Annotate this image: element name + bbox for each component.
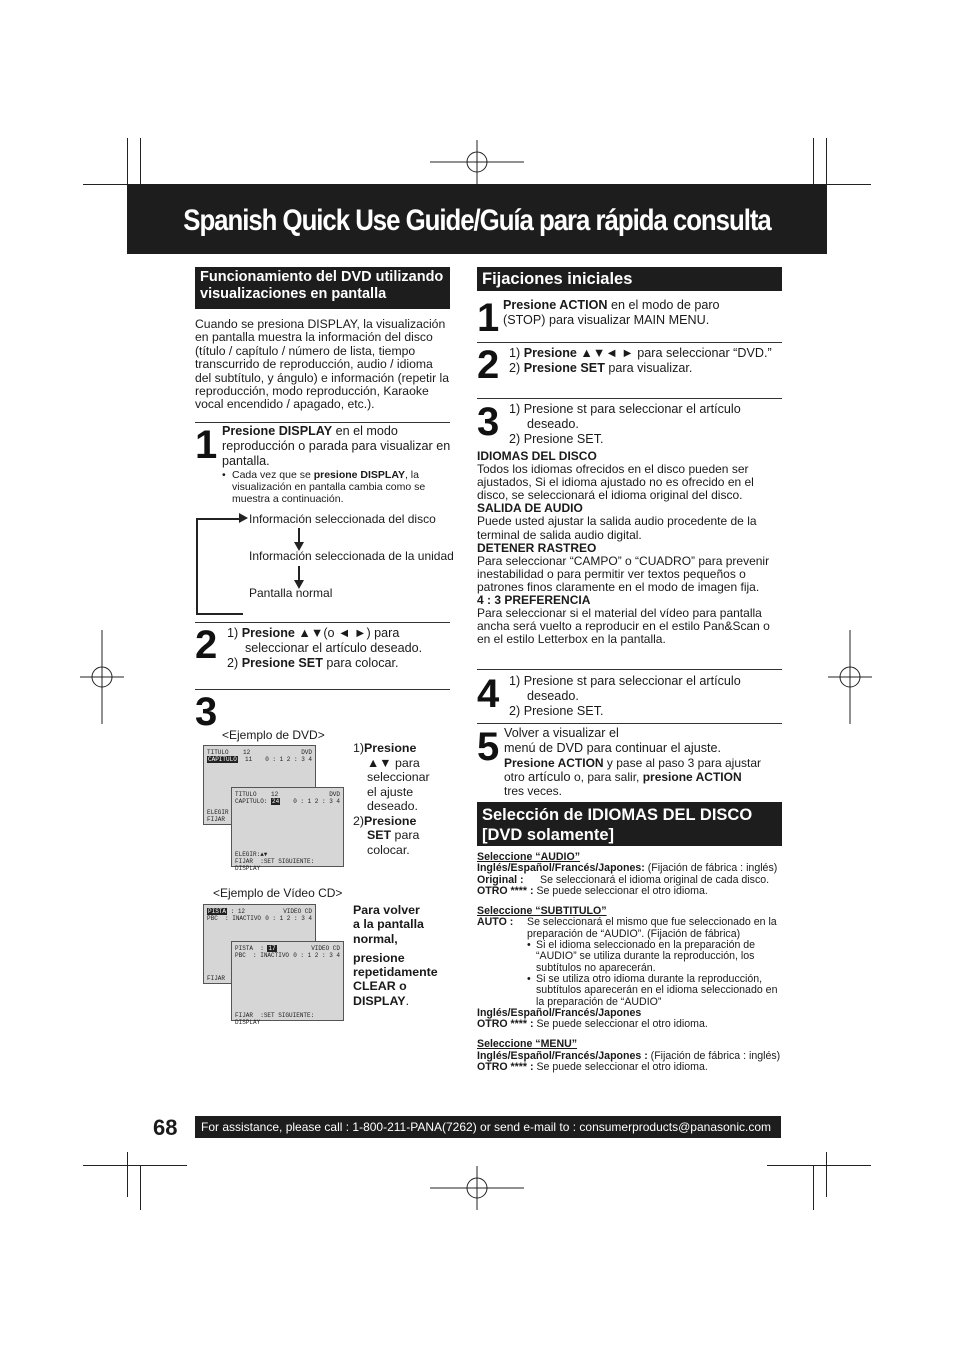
flow-item-disc-info: Información seleccionada del disco: [249, 512, 436, 526]
flow-item-normal-screen: Pantalla normal: [249, 586, 333, 600]
intro-paragraph: Cuando se presiona DISPLAY, la visualización en pantalla muestra la información del disco (título / capítulo / número de lista, tiempo transcurrido de reproducción, audio / idioma del subtítulo, y ángulo) e información (repetir la reproducción, modo reproducción, Karaoke vocal encendido / apagado, etc.).: [195, 317, 450, 412]
step-number: 4: [477, 672, 500, 716]
crop-mark: [813, 1165, 814, 1210]
right-section-header-1: Fijaciones iniciales: [477, 267, 782, 291]
step-number: 2: [195, 623, 218, 667]
vcd-instructions: Para volver a la pantalla normal, presione repetidamente CLEAR o DISPLAY.: [353, 903, 438, 1008]
crop-mark: [826, 1152, 827, 1197]
dvd-osd-screen: TITULO 12 DVD CAPITULO: 24 0 : 1 2 : 3 4 ELEGIR:▲▼ FIJAR :SET SIGUIENTE: DISPLAY: [231, 787, 344, 867]
step-number: 1: [477, 296, 500, 340]
registration-mark-icon: [828, 630, 872, 724]
divider: [195, 422, 450, 423]
right-section-header-2: Selección de IDIOMAS DEL DISCO [DVD solamente]: [477, 802, 782, 846]
divider: [477, 723, 782, 724]
step-number: 1: [195, 423, 218, 467]
divider: [477, 342, 782, 343]
step1-bullet: • Cada vez que se presione DISPLAY, la visualización en pantalla cambia como se muestra a continuación.: [222, 469, 426, 505]
crop-mark: [127, 1152, 128, 1197]
crop-mark: [83, 1165, 187, 1166]
flow-item-unit-info: Información seleccionada de la unidad: [249, 549, 454, 563]
left-section-header: [195, 267, 450, 309]
r-step2-text: 1) Presione ▲▼◄ ► para seleccionar “DVD.” 2) Presione SET para visualizar.: [509, 346, 772, 375]
step-number: 5: [477, 725, 500, 769]
flow-loop: [196, 518, 243, 615]
divider: [195, 622, 450, 623]
crop-mark: [140, 1165, 141, 1210]
divider: [477, 398, 782, 399]
registration-mark-icon: [430, 140, 524, 184]
title-banner: [127, 184, 827, 254]
dvd-example-caption: <Ejemplo de DVD>: [222, 728, 325, 742]
page-number: 68: [153, 1115, 178, 1140]
vcd-example-caption: <Ejemplo de Vídeo CD>: [213, 886, 343, 900]
r-step1-text: Presione ACTION en el modo de paro (STOP) para visualizar MAIN MENU.: [503, 298, 720, 327]
step-number: 3: [477, 400, 500, 444]
registration-mark-icon: [80, 630, 124, 724]
r-step3-text: 1) Presione st para seleccionar el artículo deseado. 2) Presione SET.: [509, 402, 741, 446]
left-section-title: Funcionamiento del DVD utilizando visualizaciones en pantalla: [200, 269, 444, 302]
assistance-footer: [195, 1116, 781, 1138]
r-step5-text: Volver a visualizar el menú de DVD para continuar el ajuste. Presione ACTION y pase al paso 3 para ajustar otro artículo o, para salir, presione ACTION tres veces.: [504, 726, 762, 798]
dvd-osd-screen: TITULO 12 DVD CAPITULO 11 0 : 1 2 : 3 4 ELEGIR FIJAR: [203, 745, 316, 825]
divider: [477, 669, 782, 670]
settings-descriptions: IDIOMAS DEL DISCO Todos los idiomas ofrecidos en el disco pueden ser ajustados, Si el idioma ajustado no es ofrecido en el disco, se seleccionará el idioma original del disco. SALIDA DE AUDIO Puede usted ajustar la salida audio procedente de la terminal de salida audio digital. DETENER RASTREO Para seleccionar “CAMPO” o “CUADRO” para prevenir inestabilidad o para permitir ver textos pequeños o patrones finos claramente en el modo de imagen fija. 4 : 3 PREFERENCIA Para seleccionar si el material del vídeo para pantalla ancha será vuelto a reproducir en el estilo Pan&Scan o en el estilo Letterbox en la pantalla.: [477, 449, 770, 647]
registration-mark-icon: [430, 1166, 524, 1210]
divider: [195, 689, 450, 690]
step1-text: Presione DISPLAY en el modo reproducción o parada para visualizar en pantalla.: [222, 424, 451, 468]
step-number: 3: [195, 690, 218, 734]
assistance-text: For assistance, please call : 1-800-211-PANA(7262) or send e-mail to : consumerproducts@panasonic.com: [201, 1120, 772, 1134]
step2-text: 1) Presione ▲▼(o ◄ ►) para seleccionar el artículo deseado. 2) Presione SET para colocar.: [227, 626, 423, 670]
vcd-osd-screen: PISTA : 12 VIDEO CD PBC : INACTIVO 0 : 1 2 : 3 4 FIJAR: [203, 904, 316, 984]
step3-instructions: 1)Presione ▲▼ para seleccionar el ajuste deseado. 2)Presione SET para colocar.: [353, 741, 430, 857]
step-number: 2: [477, 343, 500, 387]
r-step4-text: 1) Presione st para seleccionar el artículo deseado. 2) Presione SET.: [509, 674, 741, 718]
crop-mark: [767, 1165, 871, 1166]
arrow-right-icon: [239, 513, 248, 523]
vcd-osd-screen: PISTA : 17 VIDEO CD PBC : INACTIVO 0 : 1 2 : 3 4 FIJAR :SET SIGUIENTE: DISPLAY: [231, 941, 344, 1021]
language-settings: Seleccione “AUDIO” Inglés/Español/Francés/Japones: (Fijación de fábrica : inglés) Original : Se seleccionará el idioma original de cada disco. OTRO **** : Se puede seleccionar el otro idioma. Seleccione “SUBTITULO” AUTO : Se seleccionará el mismo que fue seleccionado en la preparación de “AUDIO”. (Fijación de fábrica) • Si el idioma seleccionado en la preparación de “AUDIO” se utiliza durante la reproducción, los subtítulos no aparecerán. • Si se utiliza otro idioma durante la reproducción, subtítulos aparecerán en el idioma seleccionado en la preparación de “AUDIO” Inglés/Español/Francés/Japones OTRO **** : Se puede seleccionar el otro idioma. Seleccione “MENU” Inglés/Español/Francés/Japones : (Fijación de fábrica : inglés) OTRO **** : Se puede seleccionar el otro idioma.: [477, 851, 781, 1074]
page-title: Spanish Quick Use Guide/Guía para rápida consulta: [183, 204, 771, 237]
